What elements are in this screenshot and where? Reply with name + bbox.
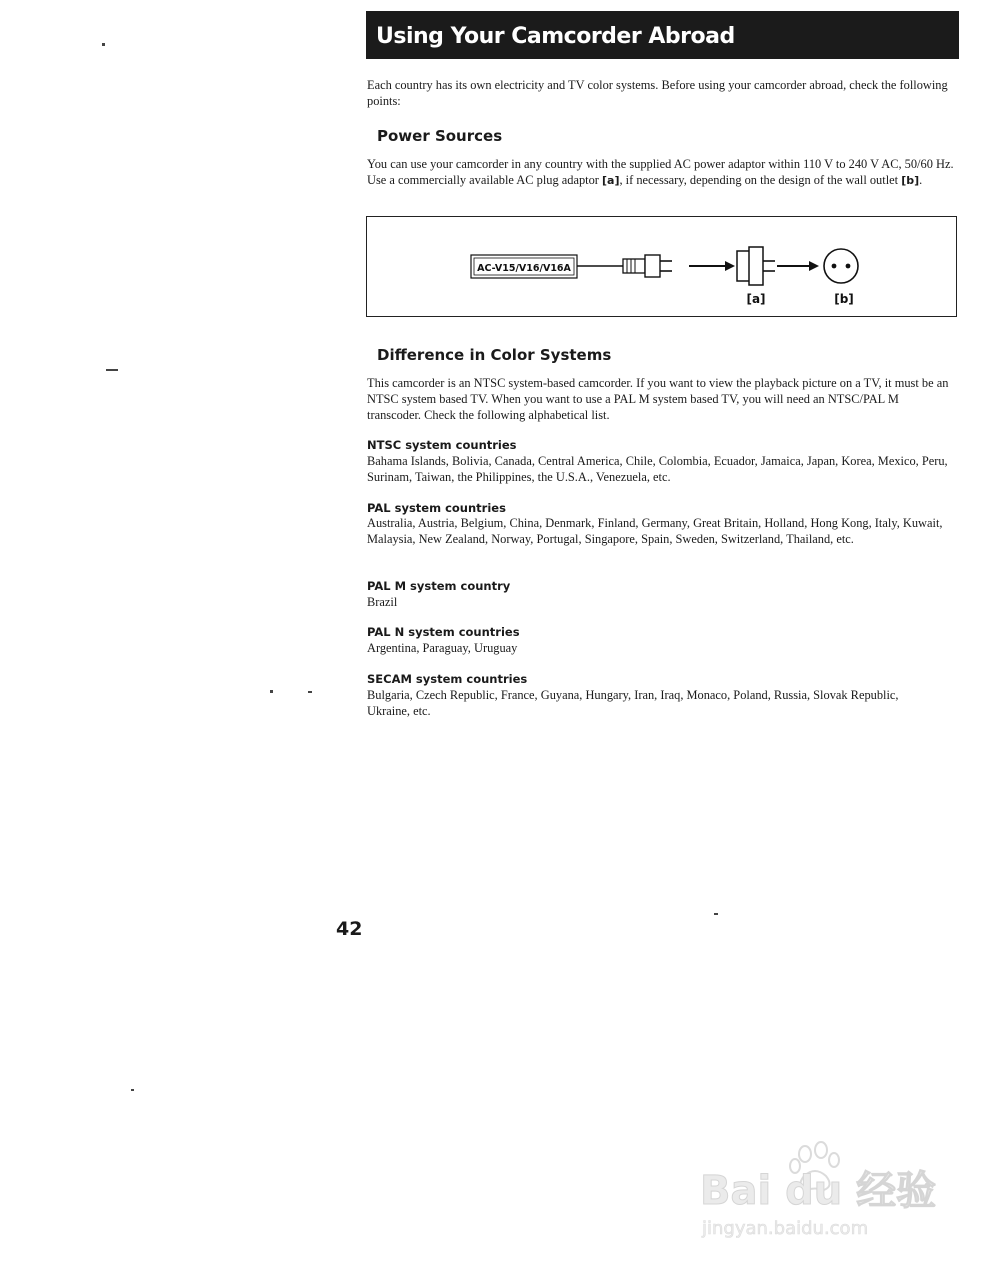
label-b: [b]: [834, 292, 854, 306]
arrow-right-icon: [777, 261, 819, 271]
arrow-right-icon: [689, 261, 735, 271]
plug-adaptor-diagram: [366, 216, 957, 317]
pal-m-countries: Brazil: [367, 595, 398, 609]
baidu-paw-logo: [700, 1140, 940, 1240]
scan-speck: [102, 43, 105, 46]
color-systems-heading: Difference in Color Systems: [377, 346, 612, 364]
color-systems-paragraph: This camcorder is an NTSC system-based camcorder. If you want to view the playback picture on a TV, it must be an NTSC system based TV. When you want to use a PAL M system based TV, you will need an NTSC/PAL M transcoder. Check the following alphabetical list.: [367, 376, 949, 422]
page-title: Using Your Camcorder Abroad: [376, 24, 735, 49]
intro-paragraph: Each country has its own electricity and TV color systems. Before using your camcorder abroad, check the following points:: [367, 78, 948, 108]
power-text-3: .: [919, 173, 923, 187]
secam-countries: Bulgaria, Czech Republic, France, Guyana, Hungary, Iran, Iraq, Monaco, Poland, Russia, Slovak Republic, Ukraine, etc.: [367, 688, 899, 718]
watermark-brand: Bai du 经验: [700, 1168, 937, 1214]
power-text-2: , if necessary, depending on the design of the wall outlet: [619, 173, 902, 187]
ac-plug-icon: [623, 255, 672, 277]
pal-n-countries: Argentina, Paraguay, Uruguay: [367, 641, 518, 655]
wall-outlet-icon: [824, 249, 858, 283]
power-sources-paragraph: [367, 156, 955, 189]
scan-speck: [131, 1089, 134, 1091]
ref-b: [b]: [901, 174, 920, 187]
power-sources-heading: Power Sources: [377, 127, 503, 145]
ntsc-countries: Bahama Islands, Bolivia, Canada, Central America, Chile, Colombia, Ecuador, Jamaica, Japan, Korea, Mexico, Peru, Surinam, Taiwan, the Philippines, the U.S.A., Venezuela, etc.: [367, 454, 948, 484]
pal-group-title: PAL system countries: [367, 501, 506, 515]
title-bar: [366, 11, 959, 59]
diagram-svg: [367, 217, 956, 316]
baidu-watermark: [700, 1140, 940, 1240]
scan-speck: [308, 691, 312, 693]
plug-adaptor-icon: [737, 247, 775, 285]
page-number: 42: [336, 918, 363, 940]
pal-m-group-title: PAL M system country: [367, 579, 511, 593]
ntsc-group-title: NTSC system countries: [367, 438, 517, 452]
ref-a: [a]: [602, 174, 620, 187]
adaptor-label: AC-V15/V16/V16A: [477, 263, 571, 274]
pal-n-group-title: PAL N system countries: [367, 625, 520, 639]
scan-speck: [106, 369, 118, 371]
watermark-url: jingyan.baidu.com: [702, 1218, 869, 1239]
power-text-1: You can use your camcorder in any country with the supplied AC power adaptor within 110 V to 240 V AC, 50/60 Hz. Use a commercially available AC plug adaptor: [367, 157, 954, 187]
scan-speck: [270, 690, 273, 693]
scan-speck: [714, 913, 718, 915]
secam-group-title: SECAM system countries: [367, 672, 528, 686]
pal-countries: Australia, Austria, Belgium, China, Denmark, Finland, Germany, Great Britain, Holland, Hong Kong, Italy, Kuwait, Malaysia, New Zealand, Norway, Portugal, Singapore, Spain, Sweden, Switzerland, Thailand, etc.: [367, 516, 943, 546]
label-a: [a]: [746, 292, 766, 306]
